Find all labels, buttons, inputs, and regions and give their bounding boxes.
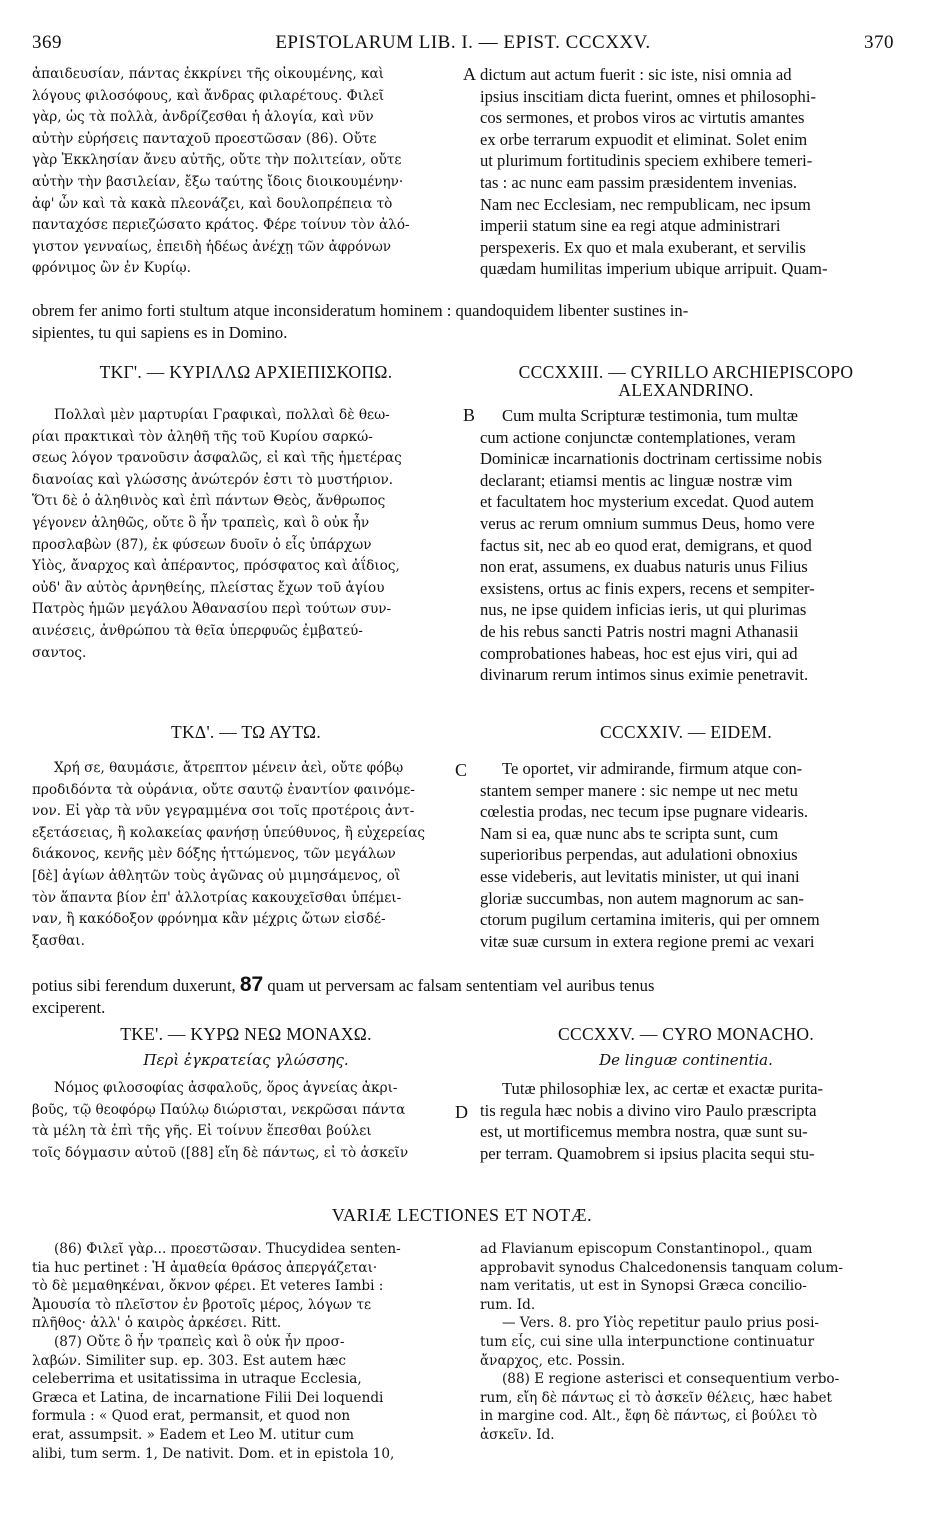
latin-line: et facultatem hoc mysterium excedat. Quod autem — [480, 492, 815, 512]
heading-greek-cccxxiii: ΤΚΓ'. — ΚΥΡΙΛΛΩ ΑΡΧΙΕΠΙΣΚΟΠΩ. — [99, 362, 393, 382]
latin-line: gloriæ succumbas, non autem magnorum ac san- — [480, 888, 804, 908]
note-line: Ἀμουσία τὸ πλεῖστον ἐν βροτοῖς μέρος, λόγων τε — [32, 1296, 372, 1313]
subtitle-greek: Περὶ ἐγκρατείας γλώσσης. — [143, 1051, 349, 1069]
latin-fragment: quam ut perversam ac falsam sententiam vel auribus tenus — [267, 976, 655, 995]
note-line: rum, εἴη δὲ πάντως εἰ τὸ ἀσκεῖν θέλεις, hæc habet — [480, 1389, 832, 1406]
note-line: πλῆθος· ἀλλ' ὁ καιρὸς ἀρκέσει. Ritt. — [32, 1315, 282, 1332]
latin-fragment: potius sibi ferendum duxerunt, — [32, 976, 236, 995]
latin-line: perspexeris. Ex quo et mala exuberant, et servilis — [480, 237, 806, 257]
note-line: erat, assumpsit. » Eadem et Leo M. utitur cum — [32, 1426, 355, 1443]
section1-greek-column — [32, 64, 460, 280]
latin-line: ut plurimum fortitudinis speciem exhibere temeri- — [480, 151, 813, 171]
latin-line: stantem semper manere : sic nempe ut nec metu — [480, 780, 798, 800]
greek-line: Πολλαὶ μὲν μαρτυρίαι Γραφικαὶ, πολλαὶ δὲ θεω- — [54, 407, 390, 423]
latin-line: Cum multa Scripturæ testimonia, tum multæ — [502, 406, 798, 425]
latin-line: sipientes, tu qui sapiens es in Domino. — [32, 322, 288, 342]
margin-marker-b: B — [463, 405, 476, 425]
greek-line: ρίαι πρακτικαὶ τὸν ἀληθῆ τῆς τοῦ Κυρίου σαρκώ- — [32, 428, 373, 445]
greek-line: βοῦς, τῷ θεοφόρῳ Παύλῳ διώρισται, νεκρῶσαι πάντα — [32, 1101, 406, 1118]
greek-line: Πατρὸς ἡμῶν μεγάλου Ἀθανασίου περὶ τούτων συν- — [32, 601, 392, 618]
greek-line: αὐτὴν εὑρήσεις πανταχοῦ προεστῶσαν (86). Οὔτε — [32, 130, 377, 147]
greek-line: Χρή σε, θαυμάσιε, ἄτρεπτον μένειν ἀεὶ, οὔτε φόβῳ — [54, 760, 404, 776]
section1-latin-column — [480, 64, 892, 280]
section2-latin-column — [480, 405, 892, 686]
page-number-left: 369 — [32, 32, 62, 53]
greek-line: τὰ μέλη τὰ ἐπὶ τῆς γῆς. Εἰ τοίνυν ἕπεσθαι βούλει — [32, 1123, 372, 1140]
note-line: formula : « Quod erat, permansit, et quod non — [32, 1408, 351, 1425]
note-line: (86) Φιλεῖ γὰρ... προεστῶσαν. Thucydidea senten- — [54, 1241, 401, 1257]
latin-line: comprobationes habeas, hoc est ejus viri, qui ad — [480, 643, 798, 663]
page-number-right: 370 — [864, 32, 894, 53]
subtitle-latin: De linguæ continentia. — [599, 1051, 773, 1069]
note-line: Græca et Latina, de incarnatione Filii Dei loquendi — [32, 1389, 384, 1406]
note-line: τὸ δὲ μεμαθηκέναι, ὄκνον φέρει. Et veteres Iambi : — [32, 1278, 384, 1295]
latin-line: ipsius inscitiam dicta fuerint, omnes et philosophi- — [480, 86, 816, 106]
greek-line: ἀπαιδευσίαν, πάντας ἐκκρίνει τῆς οἰκουμένης, καὶ — [32, 66, 384, 82]
latin-line: ex orbe terrarum expuodit et eliminat. Solet enim — [480, 129, 808, 149]
note-line: rum. Id. — [480, 1296, 536, 1313]
notes-left-column — [32, 1240, 460, 1463]
running-header — [32, 32, 894, 58]
greek-line: σαντος. — [32, 644, 87, 661]
latin-line: divinarum rerum intimos sinus eximie penetravit. — [480, 665, 809, 685]
note-line: (88) E regione asterisci et consequentium verbo- — [502, 1371, 840, 1388]
greek-line: πανταχόσε περιεζώσατο κράτος. Φέρε τοίνυν τὸν ἀλό- — [32, 217, 410, 234]
section1-full-width — [32, 300, 892, 343]
greek-line: τοῖς δόγμασιν αὐτοῦ ([88] εἴη δὲ πάντως, εἰ τὸ ἀσκεῖν — [32, 1144, 409, 1161]
greek-line: ἀφ' ὧν καὶ τὰ κακὰ πλεονάζει, καὶ δουλοπρέπεια τὸ — [32, 195, 393, 212]
note-line: in margine cod. Alt., ἔφη δὲ πάντως, εἰ βούλει τὸ — [480, 1408, 818, 1425]
note-line: approbavit synodus Chalcedonensis tanquam colum- — [480, 1259, 843, 1276]
latin-line: est, ut mortificemus membra nostra, quæ sunt su- — [480, 1122, 808, 1142]
latin-line: cum actione conjunctæ contemplationes, veram — [480, 427, 796, 447]
latin-line: nus, ne ipse quidem inficias ieris, ut qui plurimas — [480, 600, 807, 620]
greek-line: [δὲ] ἁγίων ἀθλητῶν τοὺς ἀγῶνας οὐ μιμησάμενος, οἳ — [32, 867, 401, 884]
latin-line: non erat, assumens, ex duabus naturis unus Filius — [480, 557, 808, 577]
latin-line: imperii statum sine ea regi atque administrari — [480, 216, 781, 236]
heading-latin-cccxxiii: CCCXXIII. — CYRILLO ARCHIEPISCOPO — [518, 362, 854, 382]
column-number: 87 — [239, 974, 264, 996]
latin-line: obrem fer animo forti stultum atque inconsideratum hominem : quandoquidem libenter sustines in- — [32, 301, 689, 320]
greek-line: διάκονος, κενῆς μὲν δόξης ἡττώμενος, τῶν μεγάλων — [32, 846, 396, 863]
note-line: ἄναρχος, etc. Possin. — [480, 1352, 626, 1369]
latin-line: dictum aut actum fuerit : sic iste, nisi omnia ad — [480, 65, 792, 84]
latin-line: esse videberis, aut levitatis minister, ut qui inani — [480, 866, 800, 886]
latin-line: cos sermones, et probos viros ac virtutis amantes — [480, 108, 805, 128]
latin-line: ctorum pugilum certamina imiteris, qui per omnem — [480, 910, 820, 930]
greek-line: νον. Εἰ γὰρ τὰ νῦν γεγραμμένα σοι τοῖς προτέροις ἀντ- — [32, 803, 415, 820]
note-line: ἀσκεῖν. Id. — [480, 1426, 555, 1443]
margin-marker-a: A — [463, 64, 476, 84]
section2-greek-column — [32, 405, 460, 664]
greek-line: ναν, ἢ κακόδοξον φρόνημα κἂν μέχρις ὤτων εἰσδέ- — [32, 911, 386, 928]
latin-line: verus ac rerum omnium summus Deus, homo vere — [480, 513, 815, 533]
greek-line: Υἱὸς, ἄναρχος καὶ ἀπέραντος, πρόσφατος καὶ ἀΐδιος, — [32, 558, 400, 575]
greek-line: λόγους φιλοσόφους, καὶ ἄνδρας φιλαρέτους. Φιλεῖ — [32, 87, 385, 104]
note-line: celeberrima et usitatissima in utraque Ecclesia, — [32, 1371, 362, 1388]
heading-greek-cccxxv: ΤΚΕ'. — ΚΥΡΩ ΝΕΩ ΜΟΝΑΧΩ. — [120, 1024, 372, 1044]
latin-line: exciperent. — [32, 997, 106, 1017]
note-line: — Vers. 8. pro Υἱὸς repetitur paulo prius posi- — [502, 1315, 820, 1332]
running-title: EPISTOLARUM LIB. I. — EPIST. CCCXXV. — [275, 32, 651, 53]
note-line: alibi, tum serm. 1, De nativit. Dom. et in epistola 10, — [32, 1445, 395, 1462]
latin-line: factus sit, nec ab eo quod erat, demigrans, et quod — [480, 535, 812, 555]
margin-marker-d: D — [455, 1102, 468, 1122]
greek-line: Ὅτι δὲ ὁ ἀληθινὸς καὶ ἐπὶ πάντων Θεὸς, ἄνθρωπος — [32, 493, 386, 510]
heading-latin-cccxxiii-line2: ALEXANDRINO. — [618, 380, 754, 400]
latin-line: vitæ suæ cursum in extera regione premi ac vexari — [480, 931, 815, 951]
greek-line: τὸν ἅπαντα βίον ἐπ' ἀλλοτρίας κακουχεῖσθαι ὑπέμει- — [32, 889, 402, 906]
latin-line: Nam nec Ecclesiam, nec rempublicam, nec ipsum — [480, 194, 811, 214]
heading-latin-cccxxiv: CCCXXIV. — EIDEM. — [599, 722, 772, 742]
latin-line: exsistens, ortus ac finis expers, recens et sempiter- — [480, 578, 815, 598]
greek-line: Νόμος φιλοσοφίας ἀσφαλοῦς, ὅρος ἁγνείας ἀκρι- — [54, 1080, 398, 1096]
section3-latin-column — [480, 758, 892, 952]
greek-line: αινέσεις, ἀνθρώπου τὰ θεῖα ὑπερφυῶς ἐμβατεύ- — [32, 622, 363, 639]
greek-line: γέγονεν ἀληθῶς, οὔτε ὃ ἦν τραπεὶς, καὶ ὃ οὐκ ἦν — [32, 514, 370, 531]
section4-greek-column — [32, 1078, 460, 1164]
section4-latin-column — [480, 1078, 892, 1164]
latin-line — [32, 974, 892, 997]
greek-line: γιστον γενναίως, ἐπειδὴ ἡδέως ἀνέχῃ τῶν ἀφρόνων — [32, 238, 392, 255]
greek-line: ξασθαι. — [32, 932, 85, 949]
latin-line: Tutæ philosophiæ lex, ac certæ et exactæ purita- — [502, 1079, 824, 1098]
latin-line: tis regula hæc nobis a divino viro Paulo præscripta — [480, 1100, 817, 1120]
latin-line: superioribus perpendas, aut adulationi obnoxius — [480, 845, 798, 865]
margin-marker-c: C — [455, 760, 468, 780]
greek-line: εξετάσειας, ἢ κολακείας φανήσῃ ὑπεύθυνος, ἢ εὐχερείας — [32, 824, 425, 841]
heading-greek-cccxxiv: ΤΚΔ'. — ΤΩ ΑΥΤΩ. — [170, 722, 321, 742]
greek-line: διανοίας καὶ γλώσσης ἀνώτερόν ἐστι τὸ μυστήριον. — [32, 471, 394, 488]
heading-latin-cccxxv: CCCXXV. — CYRO MONACHO. — [558, 1024, 814, 1044]
note-line: λαβών. Similiter sup. ep. 303. Est autem hæc — [32, 1352, 347, 1369]
latin-line: de his rebus sancti Patris nostri magni Athanasii — [480, 621, 799, 641]
section3-greek-column — [32, 758, 460, 952]
latin-line: Te oportet, vir admirande, firmum atque con- — [502, 759, 803, 778]
greek-line: φρόνιμος ὢν ἐν Κυρίῳ. — [32, 260, 191, 277]
greek-line: προσλαβὼν (87), ἐκ φύσεων δυοῖν ὁ εἷς ὑπάρχων — [32, 536, 372, 553]
greek-line: σεως λόγον τρανοῦσιν ἀσφαλῶς, εἰ καὶ τῆς ἡμετέρας — [32, 450, 402, 467]
latin-line: declarant; etiamsi mentis ac linguæ nostræ vim — [480, 470, 793, 490]
latin-line: quædam humilitas imperium ubique arripuit. Quam- — [480, 259, 828, 279]
section3-full-width — [32, 974, 892, 1018]
notes-right-column — [480, 1240, 892, 1445]
greek-line: αὐτὴν τὴν βασιλείαν, ἔξω ταύτης ἴδοις διοικουμένην· — [32, 173, 404, 190]
latin-line: Nam si ea, quæ nunc abs te scripta sunt, cum — [480, 823, 779, 843]
note-line: tia huc pertinet : Ἡ ἀμαθεία θράσος ἀπεργάζεται· — [32, 1259, 378, 1276]
note-line: (87) Οὔτε ὃ ἦν τραπεὶς καὶ ὃ οὐκ ἦν προσ- — [54, 1333, 345, 1350]
greek-line: γὰρ, ὡς τὰ πολλὰ, ἀνδρίζεσθαι ἡ ἀλογία, καὶ νῦν — [32, 109, 374, 126]
greek-line: γὰρ Ἐκκλησίαν ἄνευ αὐτῆς, οὔτε τὴν πολιτείαν, οὔτε — [32, 152, 402, 169]
latin-line: Dominicæ incarnationis doctrinam certissime nobis — [480, 449, 822, 469]
latin-line: per terram. Quamobrem si ipsius placita sequi stu- — [480, 1143, 815, 1163]
note-line: tum εἷς, cui sine ulla interpunctione continuatur — [480, 1333, 815, 1350]
latin-line: tas : ac nunc eam passim præsidentem invenias. — [480, 172, 798, 192]
greek-line: προδιδόντα τὰ οὐράνια, οὔτε σαυτῷ ἐναντίον φαινόμε- — [32, 781, 415, 798]
notes-title: VARIÆ LECTIONES ET NOTÆ. — [331, 1205, 593, 1225]
note-line: ad Flavianum episcopum Constantinopol., quam — [480, 1241, 813, 1257]
latin-line: cœlestia prodas, nec tecum ipse pugnare videaris. — [480, 802, 809, 822]
note-line: nam veritatis, ut est in Synopsi Græca concilio- — [480, 1278, 807, 1295]
greek-line: οὐδ' ἂν αὐτὸς ἀρνηθείης, πλείστας ἔχων τοῦ ἁγίου — [32, 579, 385, 596]
